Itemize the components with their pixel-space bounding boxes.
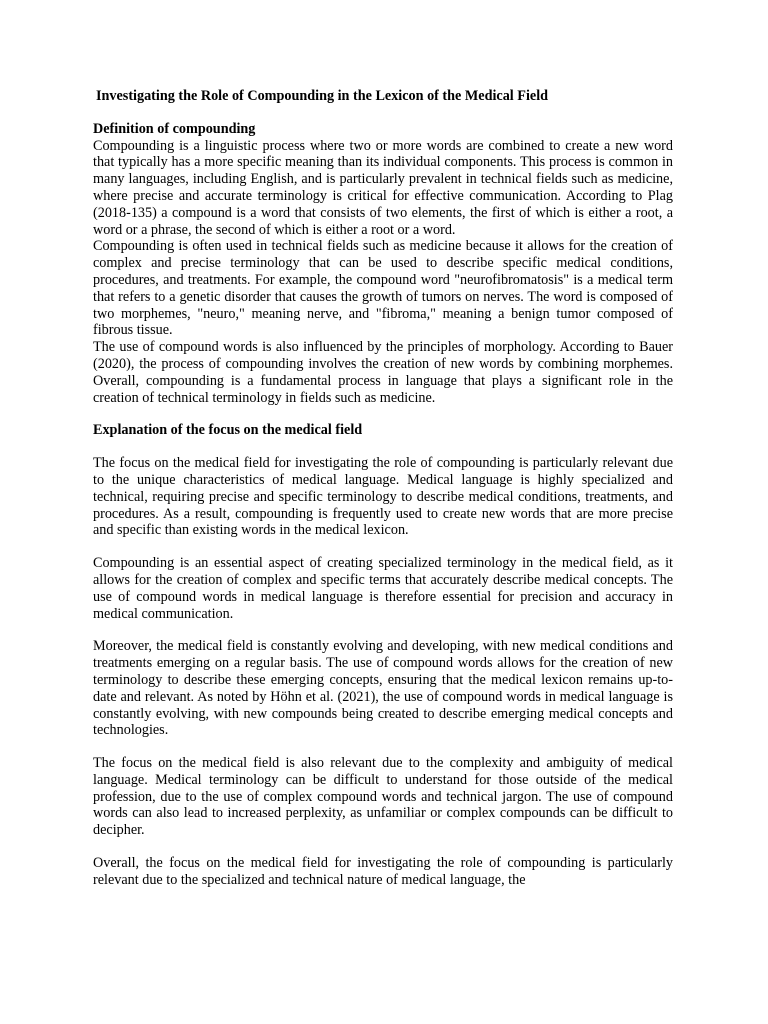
paragraph: The focus on the medical field is also relevant due to the complexity and ambiguity of medical language. Medical terminology can be difficult to understand for those outside of the medical profession, due to the use of complex compound words and technical jargon. The use of compound words can also lead to increased perplexity, as unfamiliar or complex compounds can be difficult to decipher. bbox=[93, 755, 673, 839]
document-page bbox=[93, 88, 673, 889]
section-heading-medical-focus: Explanation of the focus on the medical field bbox=[93, 422, 363, 439]
paragraph: The use of compound words is also influenced by the principles of morphology. According to Bauer (2020), the process of compounding involves the creation of new words by combining morphemes. Overall, compounding is a fundamental process in language that plays a significant role in the creation of technical terminology in fields such as medicine. bbox=[93, 339, 673, 406]
section-heading-definition: Definition of compounding bbox=[93, 120, 256, 137]
paragraph: The focus on the medical field for investigating the role of compounding is particularly relevant due to the unique characteristics of medical language. Medical language is highly specialized and technical, requiring precise and specific terminology to describe medical conditions, treatments, and procedures. As a result, compounding is frequently used to create new words that are more precise and specific than existing words in the medical lexicon. bbox=[93, 455, 673, 539]
paragraph: Compounding is an essential aspect of creating specialized terminology in the medical field, as it allows for the creation of complex and specific terms that accurately describe medical concepts. The use of compound words in medical language is therefore essential for precision and accuracy in medical communication. bbox=[93, 555, 673, 622]
paragraph: Compounding is often used in technical fields such as medicine because it allows for the creation of complex and precise terminology that can be used to describe specific medical conditions, procedures, and treatments. For example, the compound word "neurofibromatosis" is a medical term that refers to a genetic disorder that causes the growth of tumors on nerves. The word is composed of two morphemes, "neuro," meaning nerve, and "fibroma," meaning a benign tumor composed of fibrous tissue. bbox=[93, 238, 673, 339]
paragraph: Overall, the focus on the medical field for investigating the role of compounding is particularly relevant due to the specialized and technical nature of medical language, the bbox=[93, 855, 673, 888]
document-title: Investigating the Role of Compounding in the Lexicon of the Medical Field bbox=[96, 88, 549, 104]
paragraph: Compounding is a linguistic process where two or more words are combined to create a new word that typically has a more specific meaning than its individual components. This process is common in many languages, including English, and is particularly prevalent in technical fields such as medicine, where precise and accurate terminology is critical for effective communication. According to Plag (2018-135) a compound is a word that consists of two elements, the first of which is either a root, a word or a phrase, the second of which is either a root or a word. bbox=[93, 137, 673, 238]
paragraph: Moreover, the medical field is constantly evolving and developing, with new medical conditions and treatments emerging on a regular basis. The use of compound words allows for the creation of new terminology to describe these emerging concepts, ensuring that the medical lexicon remains up-to-date and relevant. As noted by Höhn et al. (2021), the use of compound words in medical language is constantly evolving, with new compounds being created to describe emerging medical concepts and technologies. bbox=[93, 638, 673, 739]
